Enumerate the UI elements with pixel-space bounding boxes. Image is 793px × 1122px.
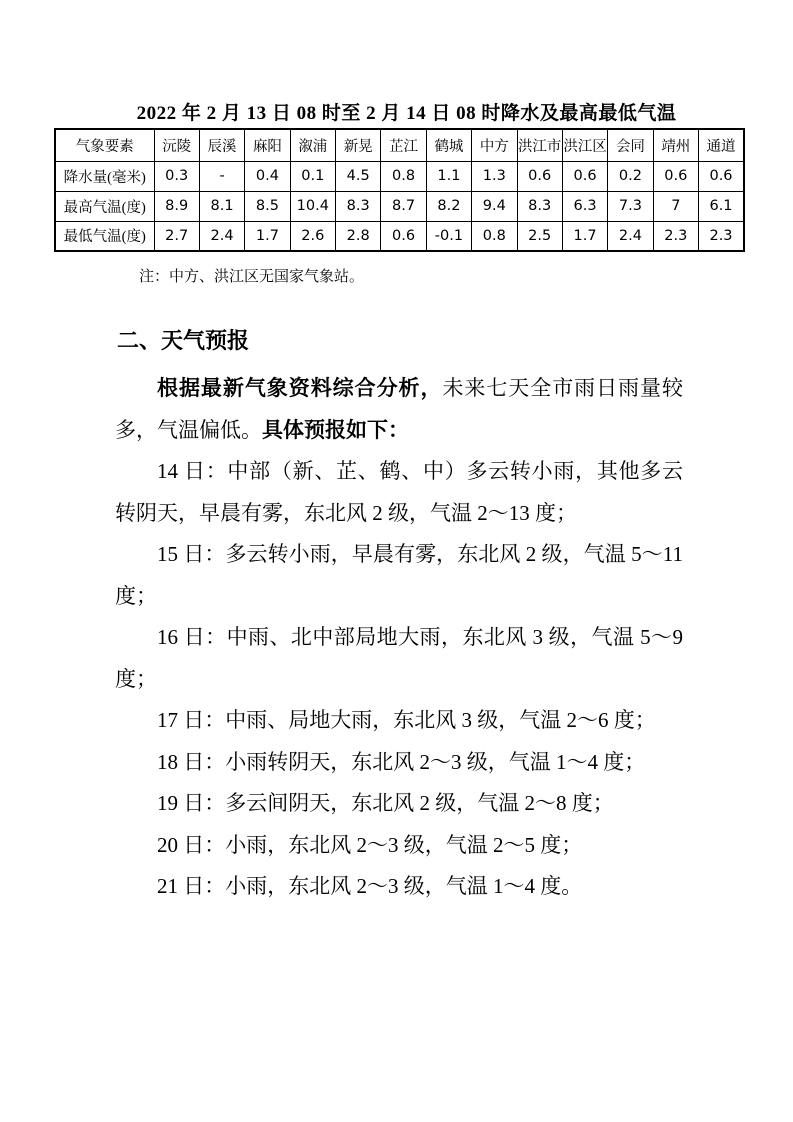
weather-table xyxy=(54,128,745,252)
table-header-cell: 芷江 xyxy=(381,129,426,161)
table-footnote: 注：中方、洪江区无国家气象站。 xyxy=(139,269,365,285)
table-cell: 2.4 xyxy=(199,221,244,251)
table-cell: 7 xyxy=(653,191,698,221)
table-header-cell: 中方 xyxy=(472,129,517,161)
row-label: 最低气温(度) xyxy=(55,221,154,251)
table-header-cell: 沅陵 xyxy=(154,129,199,161)
table-cell: 8.3 xyxy=(336,191,381,221)
table-cell: 8.5 xyxy=(245,191,290,221)
table-cell: 2.4 xyxy=(608,221,653,251)
section-heading: 二、天气预报 xyxy=(117,328,250,353)
table-cell: 4.5 xyxy=(336,161,381,191)
table-cell: 2.3 xyxy=(699,221,745,251)
table-row xyxy=(55,191,744,221)
table-cell: 1.1 xyxy=(426,161,471,191)
intro-bold-tail: 具体预报如下： xyxy=(262,417,409,442)
table-cell: 10.4 xyxy=(290,191,335,221)
table-header-cell: 通道 xyxy=(699,129,745,161)
row-label: 最高气温(度) xyxy=(55,191,154,221)
table-header-cell: 靖州 xyxy=(653,129,698,161)
forecast-item: 14 日：中部（新、芷、鹤、中）多云转小雨，其他多云转阴天，早晨有雾，东北风 2 级，气温 2～13 度； xyxy=(115,459,683,525)
table-header-cell: 新晃 xyxy=(336,129,381,161)
intro-bold-lead: 根据最新气象资料综合分析， xyxy=(157,376,443,400)
table-cell: 1.7 xyxy=(245,221,290,251)
table-header-cell: 洪江市 xyxy=(517,129,562,161)
table-cell: 2.3 xyxy=(653,221,698,251)
table-cell: 0.6 xyxy=(653,161,698,191)
forecast-body xyxy=(115,368,683,908)
table-cell: 6.1 xyxy=(699,191,745,221)
table-cell: 7.3 xyxy=(608,191,653,221)
table-cell: 8.1 xyxy=(199,191,244,221)
table-cell: -0.1 xyxy=(426,221,471,251)
table-cell: 0.8 xyxy=(381,161,426,191)
intro-paragraph xyxy=(115,368,683,451)
forecast-item: 16 日：中雨、北中部局地大雨，东北风 3 级，气温 5～9 度； xyxy=(115,625,683,691)
table-header-cell: 气象要素 xyxy=(55,129,154,161)
table-cell: 0.6 xyxy=(517,161,562,191)
table-cell: 8.9 xyxy=(154,191,199,221)
forecast-item: 15 日：多云转小雨，早晨有雾，东北风 2 级，气温 5～11 度； xyxy=(115,542,683,608)
table-cell: 2.5 xyxy=(517,221,562,251)
table-cell: 0.2 xyxy=(608,161,653,191)
table-cell: 0.4 xyxy=(245,161,290,191)
table-header-cell: 辰溪 xyxy=(199,129,244,161)
table-cell: 6.3 xyxy=(562,191,607,221)
forecast-item: 19 日：多云间阴天，东北风 2 级，气温 2～8 度； xyxy=(157,791,614,815)
forecast-item: 17 日：中雨、局地大雨，东北风 3 级，气温 2～6 度； xyxy=(157,708,656,732)
intro-regular: 未来七天全市雨日雨量较多，气温偏低。 xyxy=(115,376,684,442)
table-body xyxy=(55,161,744,251)
table-row xyxy=(55,161,744,191)
table-cell: 0.6 xyxy=(562,161,607,191)
table-title: 2022 年 2 月 13 日 08 时至 2 月 14 日 08 时降水及最高最低气温 xyxy=(136,103,677,124)
table-header-cell: 鹤城 xyxy=(426,129,471,161)
table-cell: 2.6 xyxy=(290,221,335,251)
table-cell: 1.7 xyxy=(562,221,607,251)
table-header-cell: 洪江区 xyxy=(562,129,607,161)
table-cell: 1.3 xyxy=(472,161,517,191)
table-header-cell: 会同 xyxy=(608,129,653,161)
table-header-cell: 麻阳 xyxy=(245,129,290,161)
row-label: 降水量(毫米) xyxy=(55,161,154,191)
table-cell: 8.3 xyxy=(517,191,562,221)
table-header-row xyxy=(55,129,744,161)
forecast-item: 21 日：小雨，东北风 2～3 级，气温 1～4 度。 xyxy=(157,874,583,898)
table-cell: 8.7 xyxy=(381,191,426,221)
table-cell: 0.6 xyxy=(381,221,426,251)
table-cell: 9.4 xyxy=(472,191,517,221)
table-cell: 2.8 xyxy=(336,221,381,251)
table-header-cell: 溆浦 xyxy=(290,129,335,161)
table-cell: 0.3 xyxy=(154,161,199,191)
table-cell: 8.2 xyxy=(426,191,471,221)
table-cell: 0.1 xyxy=(290,161,335,191)
forecast-item: 20 日：小雨，东北风 2～3 级，气温 2～5 度； xyxy=(157,832,583,857)
table-cell: - xyxy=(199,161,244,191)
forecast-item: 18 日：小雨转阴天，东北风 2～3 级，气温 1～4 度； xyxy=(157,749,646,774)
table-cell: 0.6 xyxy=(699,161,745,191)
table-cell: 0.8 xyxy=(472,221,517,251)
table-cell: 2.7 xyxy=(154,221,199,251)
table-row xyxy=(55,221,744,251)
